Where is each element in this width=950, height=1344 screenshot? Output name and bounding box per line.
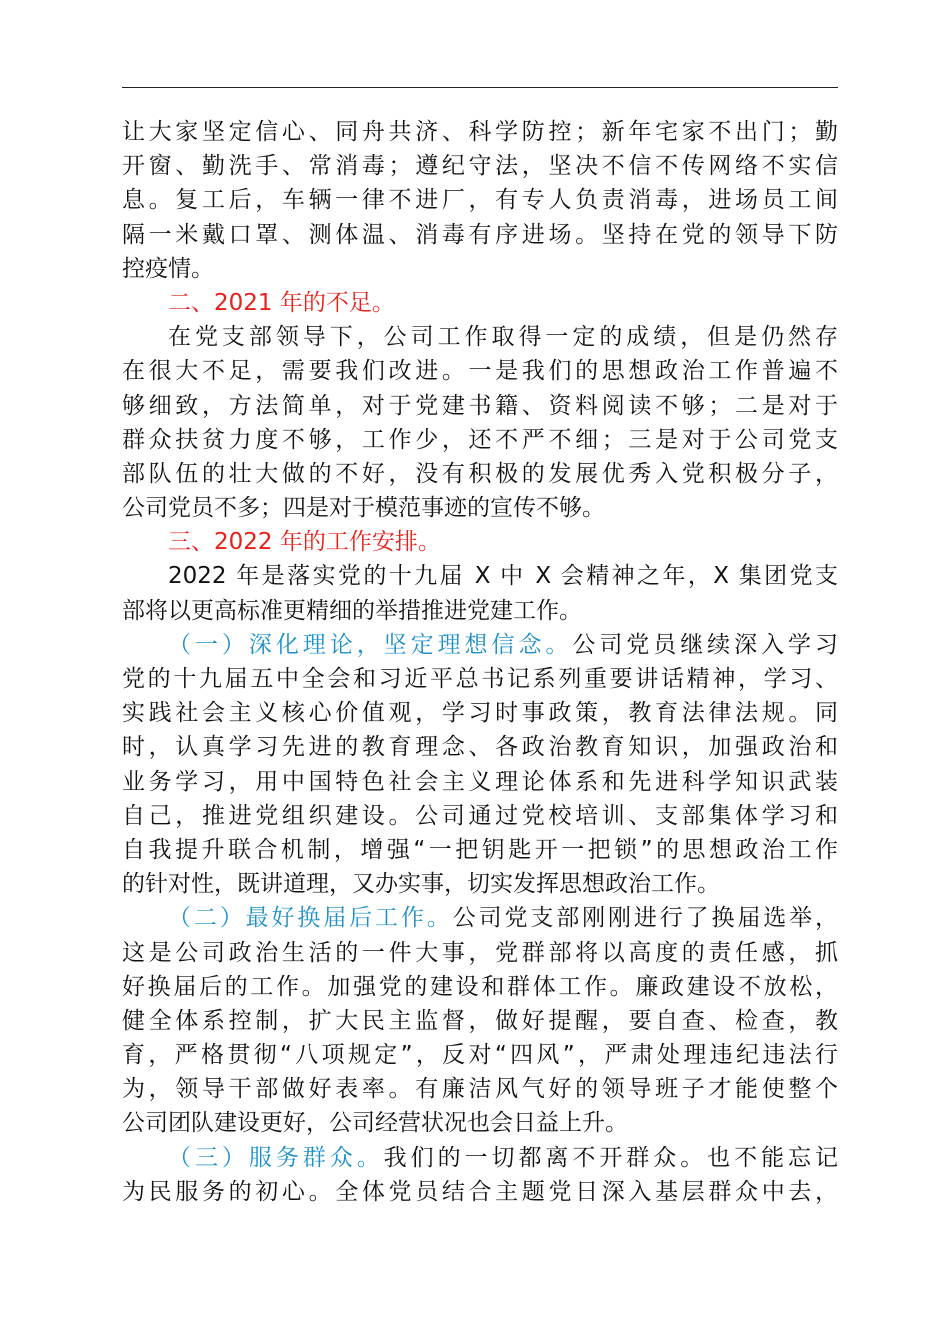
subsection-heading: （二）最好换届后工作。: [168, 905, 453, 932]
header-rule: [122, 87, 838, 88]
text-line: 党的十九届五中全会和习近平总书记系列重要讲话精神，学习、: [122, 666, 838, 692]
text-line: 时，认真学习先进的教育理念、各政治教育知识，加强政治和: [122, 734, 838, 761]
text-line: 健全体系控制，扩大民主监督，做好提醒，要自查、检查，教: [122, 1007, 838, 1034]
text-line: 部队伍的壮大做的不好，没有积极的发展优秀入党积极分子，: [122, 460, 838, 487]
text-line: 群众扶贫力度不够，工作少，还不严不细；三是对于公司党支: [122, 426, 838, 453]
text-line: 在党支部领导下，公司工作取得一定的成绩，但是仍然存: [168, 324, 838, 351]
section-heading: 三、2022 年的工作安排。: [168, 529, 441, 556]
text-line: 自我提升联合机制，增强“一把钥匙开一把锁”的思想政治工作: [122, 836, 838, 863]
text-line: 为，领导干部做好表率。有廉洁风气好的领导班子才能使整个: [122, 1076, 838, 1103]
text-line: 控疫情。: [122, 255, 214, 282]
text-line: 自己，推进党组织建设。公司通过党校培训、支部集体学习和: [122, 802, 838, 829]
text-line: 部将以更高标准更精细的举措推进党建工作。: [122, 597, 582, 624]
subsection-heading: （一）深化理论，坚定理想信念。: [168, 631, 573, 658]
text-line: 育，严格贯彻“八项规定”，反对“四风”，严肃处理违纪违法行: [122, 1042, 838, 1069]
text-line: 这是公司政治生活的一件大事，党群部将以高度的责任感，抓: [122, 939, 838, 966]
text-line: 息。复工后，车辆一律不进厂，有专人负责消毒，进场员工间: [122, 187, 838, 214]
text-line: 隔一米戴口罩、测体温、消毒有序进场。坚持在党的领导下防: [122, 221, 838, 248]
text-line: （三）服务群众。我们的一切都离不开群众。也不能忘记: [168, 1144, 839, 1171]
text-line: 够细致，方法简单，对于党建书籍、资料阅读不够；二是对于: [122, 392, 838, 419]
text-line: 让大家坚定信心、同舟共济、科学防控；新年宅家不出门；勤: [122, 119, 838, 145]
text-line: 业务学习，用中国特色社会主义理论体系和先进科学知识武装: [122, 768, 838, 795]
text-line: 的针对性，既讲道理，又办实事，切实发挥思想政治工作。: [122, 871, 720, 898]
text-line: 公司团队建设更好，公司经营状况也会日益上升。: [122, 1110, 628, 1137]
subsection-heading: （三）服务群众。: [168, 1144, 384, 1171]
text-line: 在很大不足，需要我们改进。一是我们的思想政治工作普遍不: [122, 358, 838, 385]
text-line: 公司党员不多；四是对于模范事迹的宣传不够。: [122, 495, 605, 522]
text-line: 开窗、勤洗手、常消毒；遵纪守法，坚决不信不传网络不实信: [122, 153, 838, 180]
text-line: 2022 年是落实党的十九届 X 中 X 会精神之年，X 集团党支: [168, 563, 838, 590]
section-heading: 二、2021 年的不足。: [168, 289, 395, 316]
text-line: （二）最好换届后工作。公司党支部刚刚进行了换届选举，: [168, 905, 839, 932]
text-line: 好换届后的工作。加强党的建设和群体工作。廉政建设不放松，: [122, 973, 838, 1000]
text-line: 实践社会主义核心价值观，学习时事政策，教育法律法规。同: [122, 700, 838, 727]
text-line: 为民服务的初心。全体党员结合主题党日深入基层群众中去，: [122, 1178, 838, 1205]
document-body: [122, 115, 838, 1209]
text-line: （一）深化理论，坚定理想信念。公司党员继续深入学习: [168, 631, 839, 658]
